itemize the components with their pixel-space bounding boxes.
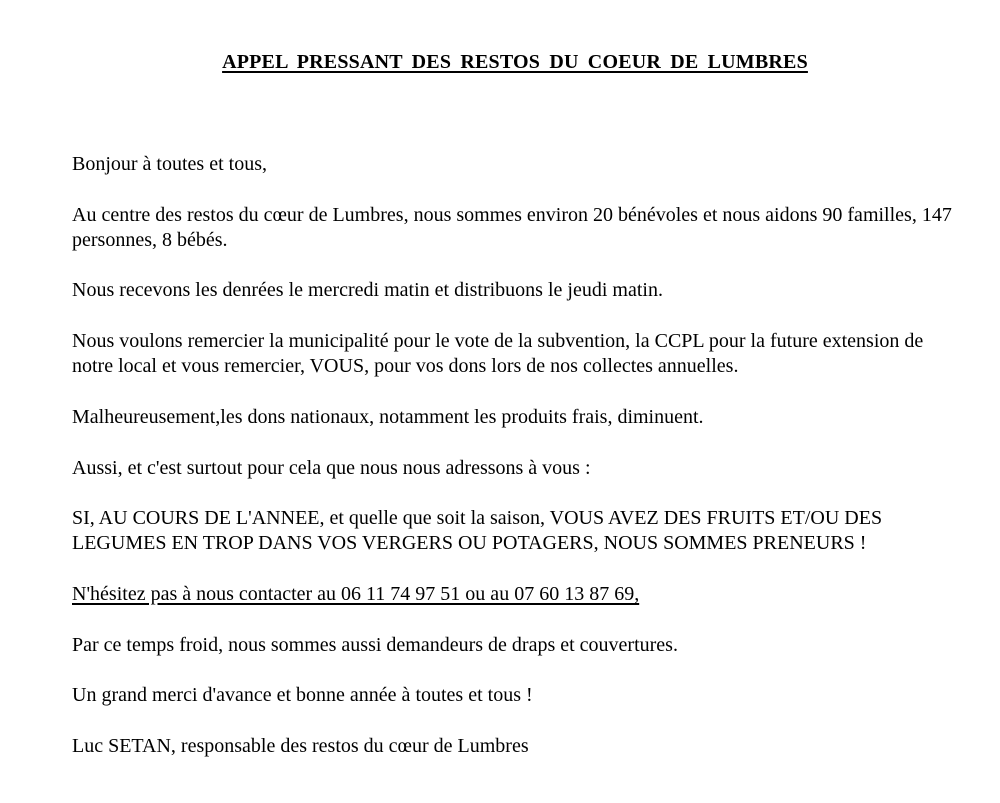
decline-paragraph: Malheureusement,les dons nationaux, notamment les produits frais, diminuent. [72,405,704,428]
closing-paragraph: Un grand merci d'avance et bonne année à toutes et tous ! [72,684,533,707]
contact-paragraph: N'hésitez pas à nous contacter au 06 11 74 97 51 ou au 07 60 13 87 69, [72,583,640,606]
document-body [72,152,952,784]
schedule-paragraph: Nous recevons les denrées le mercredi matin et distribuons le jeudi matin. [72,279,663,302]
cold-weather-paragraph: Par ce temps froid, nous sommes aussi demandeurs de draps et couvertures. [72,633,678,656]
appeal-intro-paragraph: Aussi, et c'est surtout pour cela que nous nous adressons à vous : [72,456,591,479]
document-title: APPEL PRESSANT DES RESTOS DU COEUR DE LUMBRES [222,51,808,73]
intro-paragraph: Au centre des restos du cœur de Lumbres, nous sommes environ 20 bénévoles et nous aidons 90 familles, 147 personnes, 8 bébés. [72,203,952,251]
appeal-paragraph: SI, AU COURS DE L'ANNEE, et quelle que soit la saison, VOUS AVEZ DES FRUITS ET/OU DES LEGUMES EN TROP DANS VOS VERGERS OU POTAGERS, NOUS SOMMES PRENEURS ! [72,507,883,555]
signature-paragraph: Luc SETAN, responsable des restos du cœur de Lumbres [72,734,529,757]
thanks-paragraph: Nous voulons remercier la municipalité pour le vote de la subvention, la CCPL pour la future extension de notre local et vous remercier, VOUS, pour vos dons lors de nos collectes annuelles. [72,330,924,378]
greeting-paragraph: Bonjour à toutes et tous, [72,153,267,175]
